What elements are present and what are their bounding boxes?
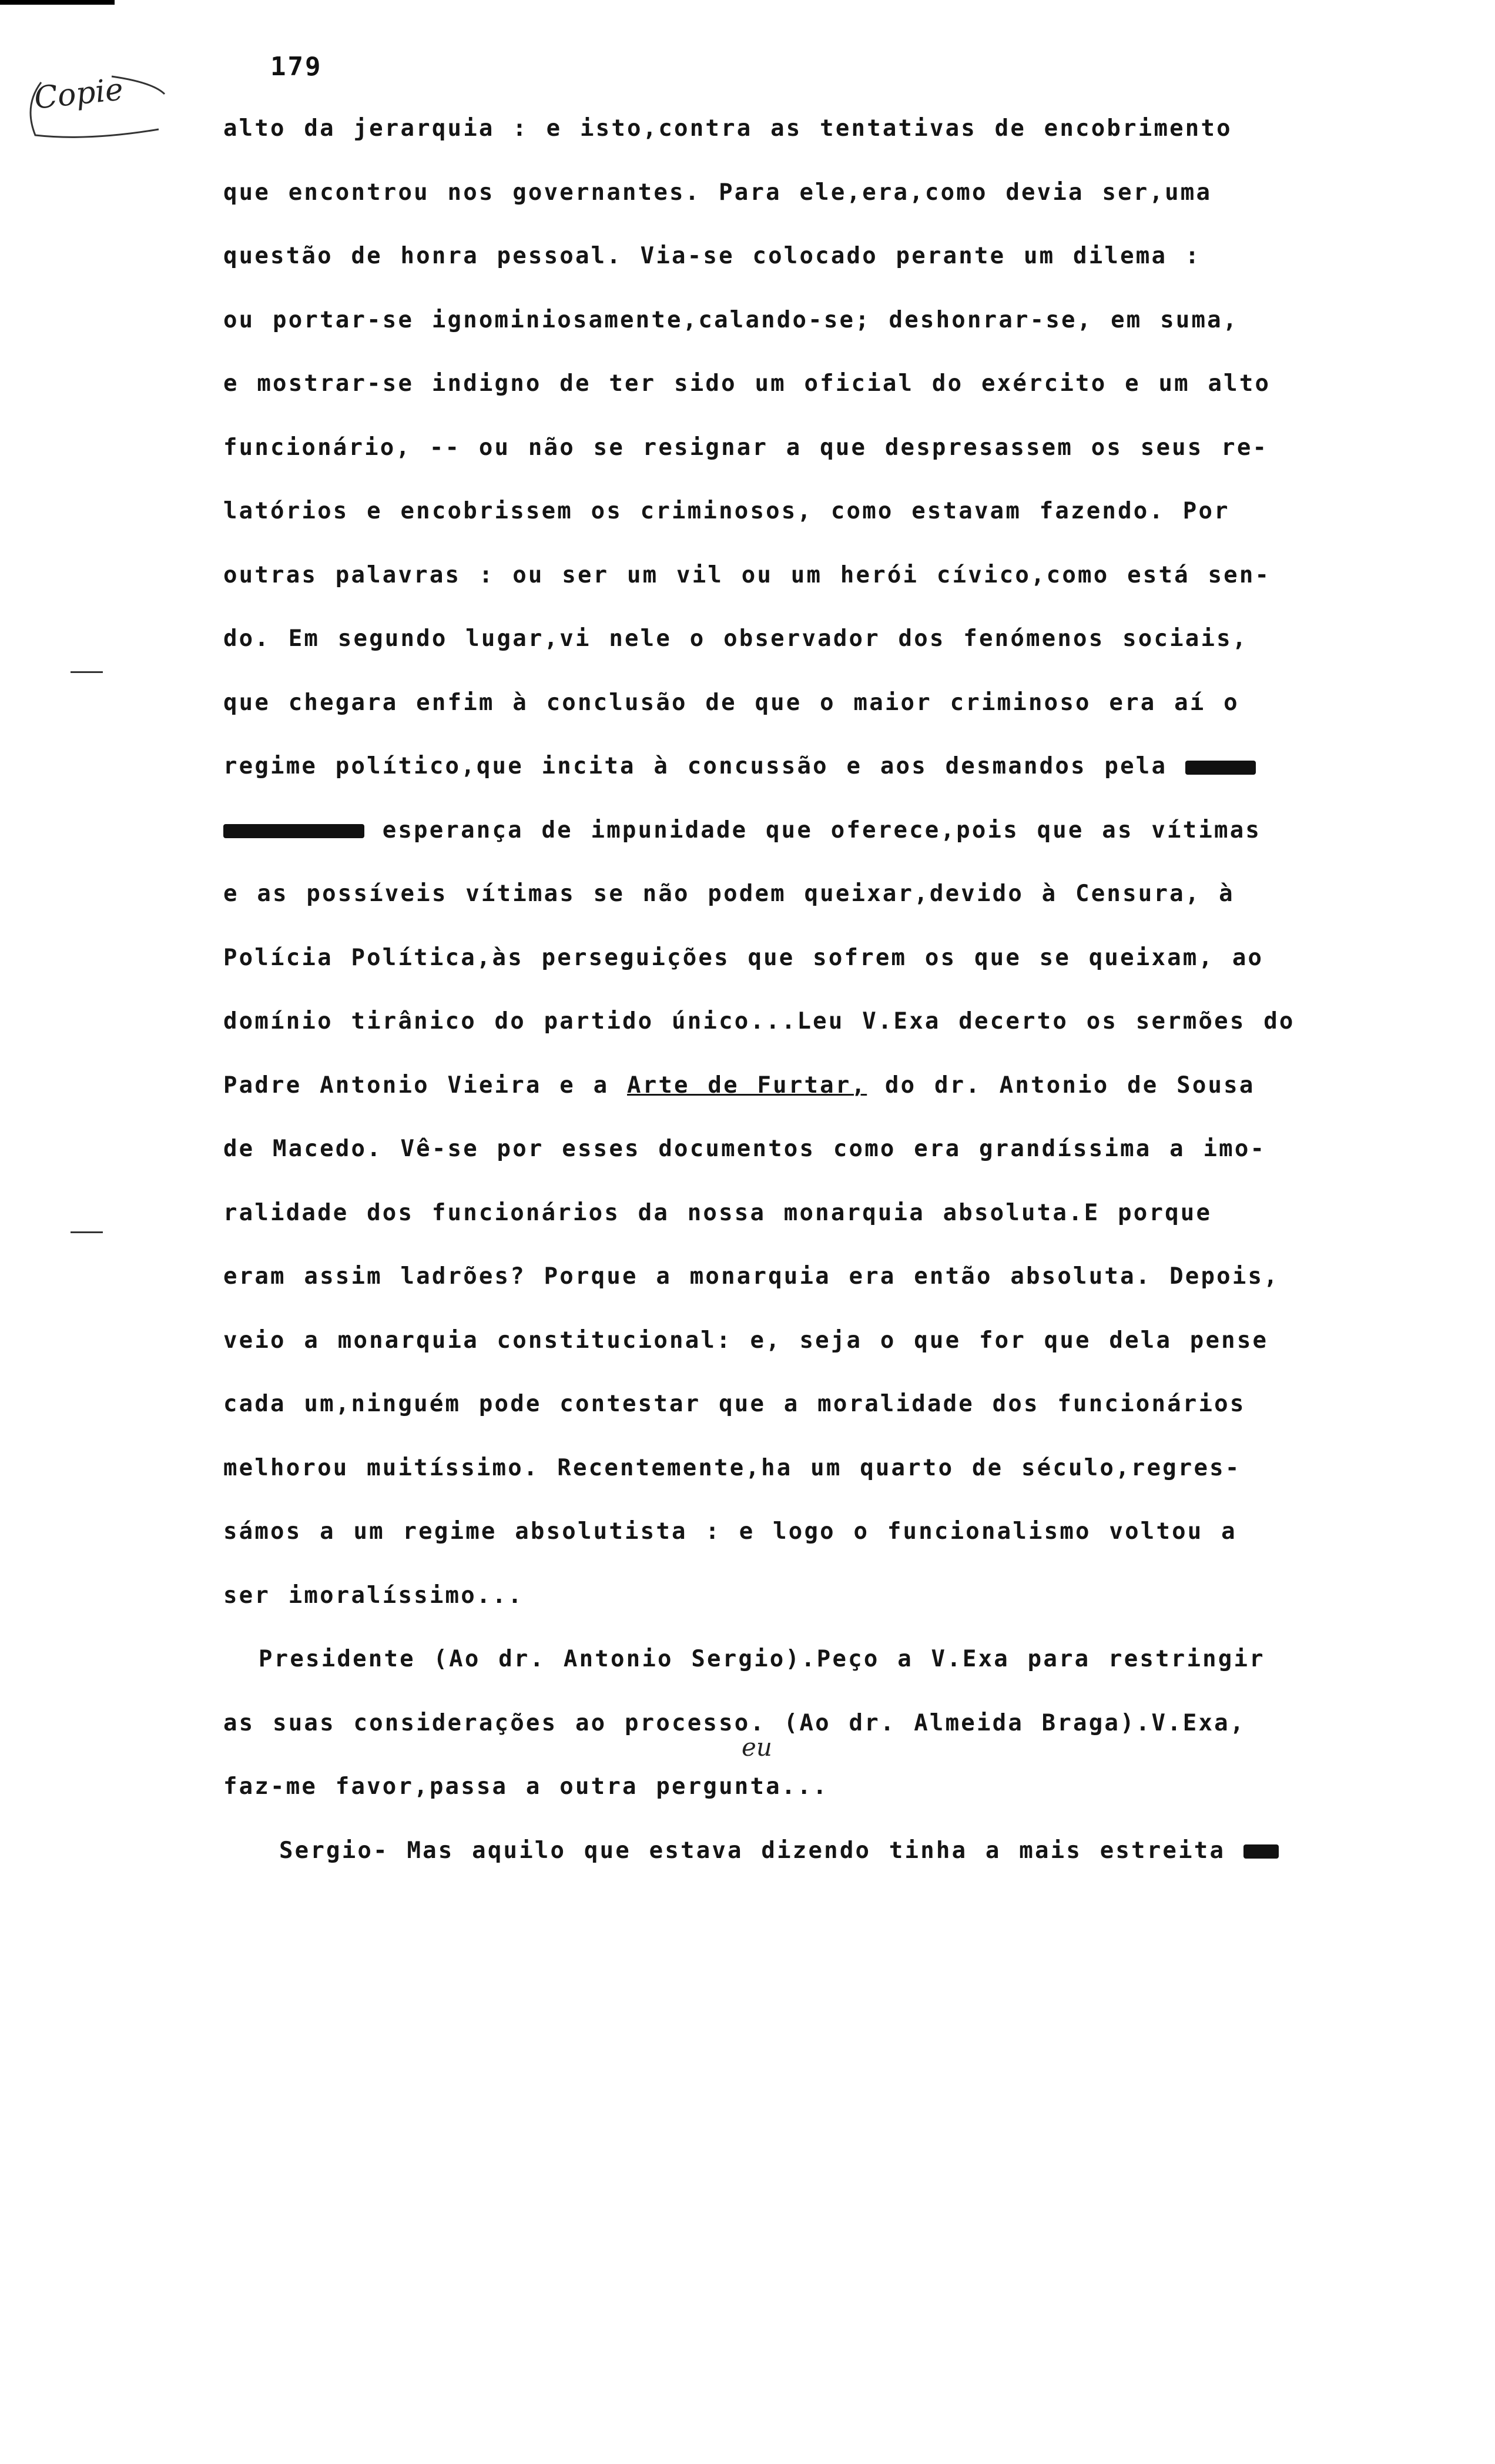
text-line: latórios e encobrissem os criminosos, como estavam fazendo. Por <box>223 498 1230 524</box>
text-line-with-strikeout <box>223 1819 1457 1883</box>
typed-body-text <box>223 97 1457 1883</box>
text-line: faz-me favor,passa a outra pergunta... <box>223 1773 829 1800</box>
text-line: questão de honra pessoal. Via-se colocado perante um dilema : <box>223 243 1201 269</box>
struck-out-word <box>1243 1844 1279 1859</box>
text-line: esperança de impunidade que oferece,pois que as vítimas <box>382 816 1262 843</box>
book-title-arte-de-furtar: Arte de Furtar, <box>627 1072 867 1099</box>
margin-tick-mark <box>71 1231 103 1233</box>
text-line: que encontrou nos governantes. Para ele,era,como devia ser,uma <box>223 179 1212 206</box>
text-line: do dr. Antonio de Sousa <box>884 1072 1255 1099</box>
text-line: que chegara enfim à conclusão de que o maior criminoso era aí o <box>223 689 1239 716</box>
top-border-rule <box>0 0 115 5</box>
text-line: ralidade dos funcionários da nossa monarquia absoluta.E porque <box>223 1199 1212 1226</box>
handwritten-insert-eu: eu <box>742 1733 772 1762</box>
text-line: estava dizendo tinha a mais estreita <box>649 1837 1226 1864</box>
text-line: sámos a um regime absolutista : e logo o funcionalismo voltou a <box>223 1518 1237 1545</box>
text-line: Sergio- Mas aquilo que <box>279 1837 631 1864</box>
text-line-with-strikeout <box>223 799 1457 863</box>
text-line: do. Em segundo lugar,vi nele o observador dos fenómenos sociais, <box>223 625 1248 652</box>
struck-out-word <box>223 824 364 838</box>
text-line: domínio tirânico do partido único...Leu V.Exa decerto os sermões do <box>223 1008 1295 1035</box>
text-line: as suas considerações ao processo. (Ao dr. Almeida Braga).V.Exa, <box>223 1709 1246 1736</box>
text-line: regime político,que incita à concussão e aos desmandos pela <box>223 753 1168 779</box>
text-line: funcionário, -- ou não se resignar a que despresassem os seus re- <box>223 434 1269 461</box>
text-line: veio a monarquia constitucional: e, seja o que for que dela pense <box>223 1327 1269 1354</box>
margin-tick-mark <box>71 671 103 673</box>
text-line: Presidente (Ao dr. Antonio Sergio).Peço a V.Exa para restringir <box>259 1646 1265 1672</box>
text-line: de Macedo. Vê-se por esses documentos como era grandíssima a imo- <box>223 1136 1266 1162</box>
text-line-with-strikeout <box>223 735 1457 799</box>
text-line: Padre Antonio Vieira e a <box>223 1072 609 1099</box>
text-line-with-title <box>223 1054 1457 1118</box>
text-line: alto da jerarquia : e isto,contra as tentativas de encobrimento <box>223 115 1232 142</box>
text-line: eram assim ladrões? Porque a monarquia era então absoluta. Depois, <box>223 1263 1279 1290</box>
text-line: Polícia Política,às perseguições que sofrem os que se queixam, ao <box>223 944 1264 971</box>
text-line: melhorou muitíssimo. Recentemente,ha um quarto de século,regres- <box>223 1454 1241 1481</box>
text-line: e as possíveis vítimas se não podem queixar,devido à Censura, à <box>223 881 1235 907</box>
struck-out-word <box>1185 761 1256 775</box>
text-line: outras palavras : ou ser um vil ou um herói cívico,como está sen- <box>223 561 1271 588</box>
page-number: 179 <box>270 52 323 82</box>
text-line: e mostrar-se indigno de ter sido um oficial do exército e um alto <box>223 370 1271 397</box>
text-line: ser imoralíssimo... <box>223 1582 524 1609</box>
text-line: cada um,ninguém pode contestar que a moralidade dos funcionários <box>223 1391 1246 1417</box>
text-line: ou portar-se ignominiosamente,calando-se; deshonrar-se, em suma, <box>223 306 1239 333</box>
handwritten-copie-note: Copie <box>32 72 125 116</box>
